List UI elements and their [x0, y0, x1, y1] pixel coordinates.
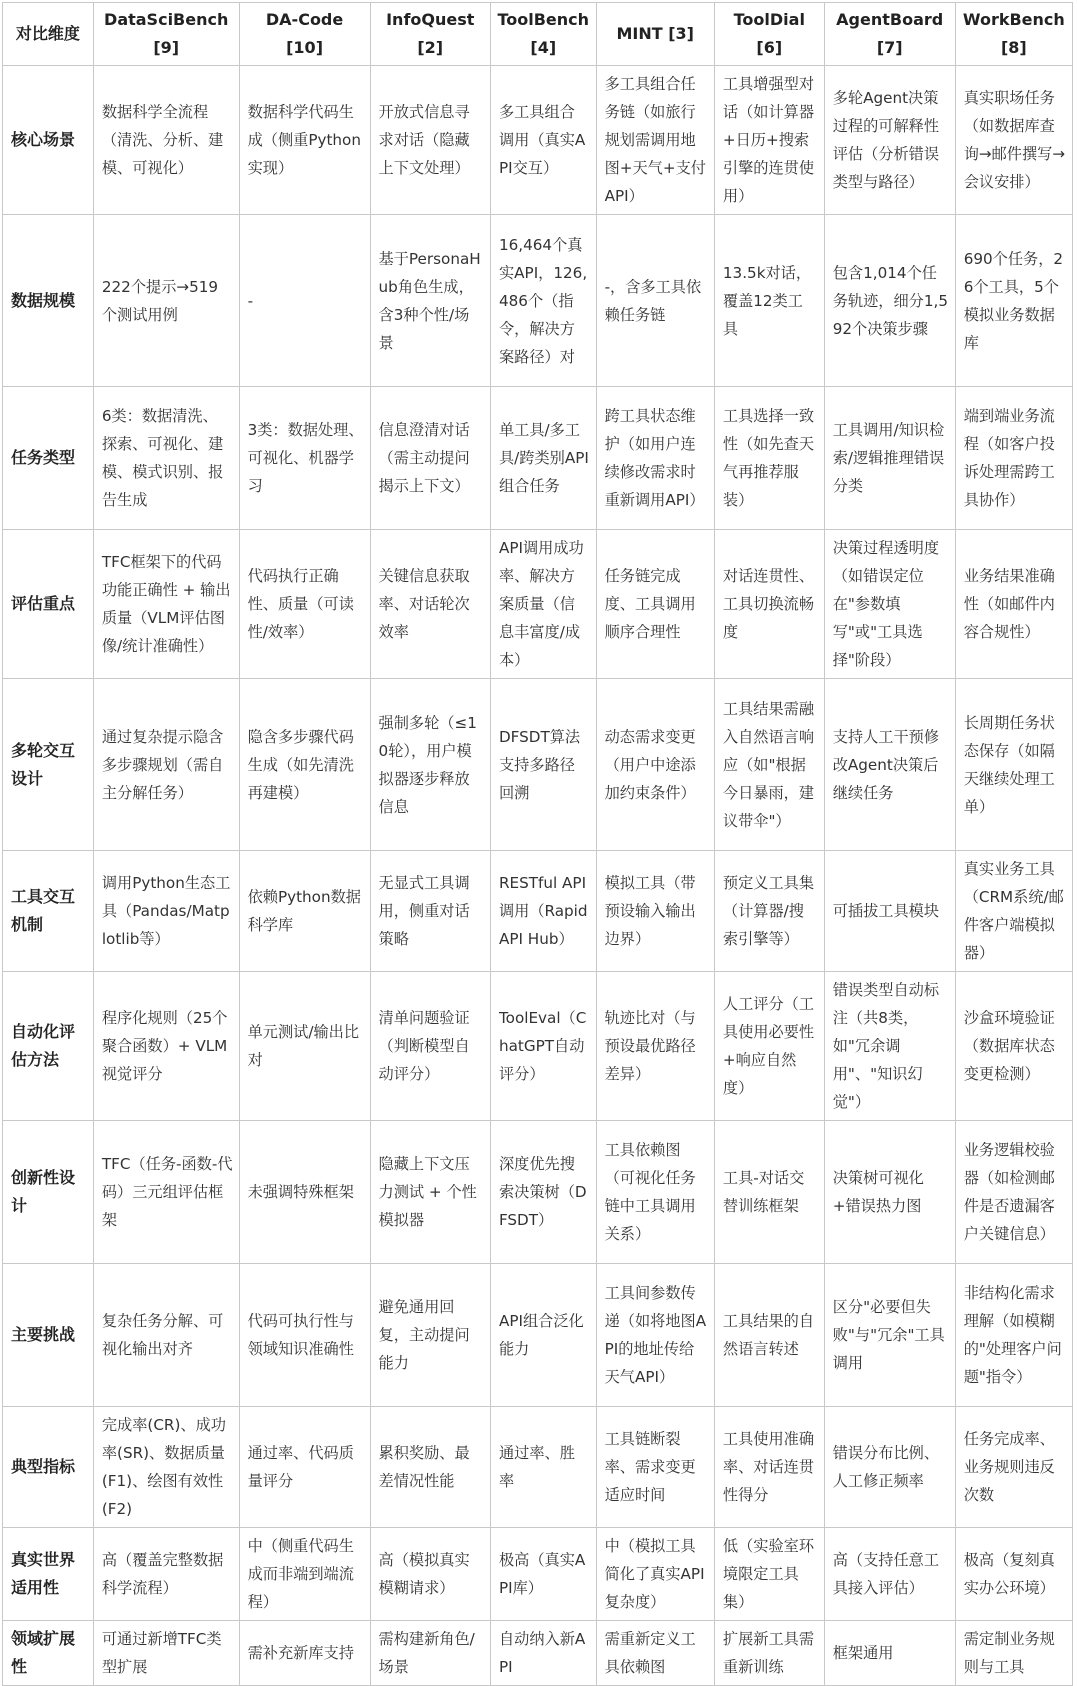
row-dimension: 创新性设计	[3, 1121, 94, 1264]
row-dimension: 评估重点	[3, 530, 94, 679]
column-header	[239, 3, 370, 66]
column-name: MINT [3]	[616, 24, 694, 43]
table-cell: 222个提示→519个测试用例	[93, 215, 239, 387]
table-cell: 隐藏上下文压力测试 + 个性模拟器	[370, 1121, 490, 1264]
column-header	[490, 3, 596, 66]
table-cell: 通过率、代码质量评分	[239, 1407, 370, 1528]
table-cell: -	[239, 215, 370, 387]
table-cell: 高（支持任意工具接入评估）	[824, 1528, 955, 1621]
table-cell: 通过复杂提示隐含多步骤规划（需自主分解任务）	[93, 679, 239, 851]
table-cell: 690个任务，26个工具，5个模拟业务数据库	[955, 215, 1072, 387]
table-cell: 依赖Python数据科学库	[239, 851, 370, 972]
table-cell: RESTful API调用（RapidAPI Hub）	[490, 851, 596, 972]
table-cell: 模拟工具（带预设输入输出边界）	[596, 851, 714, 972]
column-header	[714, 3, 824, 66]
table-cell: 工具依赖图（可视化任务链中工具调用关系）	[596, 1121, 714, 1264]
table-cell: 可插拔工具模块	[824, 851, 955, 972]
table-cell: 动态需求变更（用户中途添加约束条件）	[596, 679, 714, 851]
table-row	[3, 1121, 1073, 1264]
table-cell: 清单问题验证（判断模型自动评分）	[370, 972, 490, 1121]
column-ref: [10]	[286, 38, 323, 57]
table-cell: 工具-对话交替训练框架	[714, 1121, 824, 1264]
table-cell: 调用Python生态工具（Pandas/Matplotlib等）	[93, 851, 239, 972]
table-cell: 复杂任务分解、可视化输出对齐	[93, 1264, 239, 1407]
row-dimension: 典型指标	[3, 1407, 94, 1528]
table-cell: 工具使用准确率、对话连贯性得分	[714, 1407, 824, 1528]
table-cell: 对话连贯性、工具切换流畅度	[714, 530, 824, 679]
table-cell: 无显式工具调用，侧重对话策略	[370, 851, 490, 972]
table-cell: 错误分布比例、人工修正频率	[824, 1407, 955, 1528]
table-cell: 开放式信息寻求对话（隐藏上下文处理）	[370, 66, 490, 215]
table-cell: 支持人工干预修改Agent决策后继续任务	[824, 679, 955, 851]
table-cell: 工具链断裂率、需求变更适应时间	[596, 1407, 714, 1528]
column-name: ToolBench	[497, 10, 590, 29]
table-cell: 数据科学代码生成（侧重Python实现）	[239, 66, 370, 215]
column-ref: [2]	[417, 38, 444, 57]
table-cell: 长周期任务状态保存（如隔天继续处理工单）	[955, 679, 1072, 851]
table-cell: 高（模拟真实模糊请求）	[370, 1528, 490, 1621]
table-cell: 单工具/多工具/跨类别API组合任务	[490, 387, 596, 530]
table-cell: 端到端业务流程（如客户投诉处理需跨工具协作）	[955, 387, 1072, 530]
table-cell: 未强调特殊框架	[239, 1121, 370, 1264]
table-cell: 多工具组合任务链（如旅行规划需调用地图+天气+支付API）	[596, 66, 714, 215]
table-row	[3, 215, 1073, 387]
table-cell: 信息澄清对话（需主动提问揭示上下文）	[370, 387, 490, 530]
column-name: AgentBoard	[836, 10, 944, 29]
column-name: InfoQuest	[386, 10, 475, 29]
table-cell: 轨迹比对（与预设最优路径差异）	[596, 972, 714, 1121]
table-cell: 数据科学全流程（清洗、分析、建模、可视化）	[93, 66, 239, 215]
table-cell: 中（侧重代码生成而非端到端流程）	[239, 1528, 370, 1621]
table-cell: 强制多轮（≤10轮），用户模拟器逐步释放信息	[370, 679, 490, 851]
column-header	[370, 3, 490, 66]
table-cell: TFC（任务-函数-代码）三元组评估框架	[93, 1121, 239, 1264]
table-cell: 16,464个真实API，126,486个（指令，解决方案路径）对	[490, 215, 596, 387]
table-cell: 工具间参数传递（如将地图API的地址传给天气API）	[596, 1264, 714, 1407]
table-cell: 工具增强型对话（如计算器+日历+搜索引擎的连贯使用）	[714, 66, 824, 215]
table-row	[3, 530, 1073, 679]
table-cell: 跨工具状态维护（如用户连续修改需求时重新调用API）	[596, 387, 714, 530]
table-cell: 13.5k对话，覆盖12类工具	[714, 215, 824, 387]
table-cell: ToolEval（ChatGPT自动评分）	[490, 972, 596, 1121]
table-cell: 关键信息获取率、对话轮次效率	[370, 530, 490, 679]
table-cell: 决策过程透明度（如错误定位在"参数填写"或"工具选择"阶段）	[824, 530, 955, 679]
table-cell: 多轮Agent决策过程的可解释性评估（分析错误类型与路径）	[824, 66, 955, 215]
table-cell: 工具结果的自然语言转述	[714, 1264, 824, 1407]
table-row	[3, 1621, 1073, 1686]
table-cell: 累积奖励、最差情况性能	[370, 1407, 490, 1528]
table-cell: 单元测试/输出比对	[239, 972, 370, 1121]
table-cell: 6类：数据清洗、探索、可视化、建模、模式识别、报告生成	[93, 387, 239, 530]
table-cell: 区分"必要但失败"与"冗余"工具调用	[824, 1264, 955, 1407]
table-row	[3, 851, 1073, 972]
row-dimension: 自动化评估方法	[3, 972, 94, 1121]
table-cell: 需补充新库支持	[239, 1621, 370, 1686]
table-cell: 极高（复刻真实办公环境）	[955, 1528, 1072, 1621]
table-cell: 高（覆盖完整数据科学流程）	[93, 1528, 239, 1621]
table-cell: 避免通用回复，主动提问能力	[370, 1264, 490, 1407]
row-dimension: 工具交互机制	[3, 851, 94, 972]
table-cell: 隐含多步骤代码生成（如先清洗再建模）	[239, 679, 370, 851]
header-row	[3, 3, 1073, 66]
table-row	[3, 972, 1073, 1121]
table-cell: 任务链完成度、工具调用顺序合理性	[596, 530, 714, 679]
column-name: ToolDial [6]	[733, 10, 805, 57]
table-cell: 3类：数据处理、可视化、机器学习	[239, 387, 370, 530]
column-name: DA-Code	[265, 10, 344, 29]
table-cell: API组合泛化能力	[490, 1264, 596, 1407]
table-cell: 预定义工具集（计算器/搜索引擎等）	[714, 851, 824, 972]
column-header	[596, 3, 714, 66]
table-row	[3, 66, 1073, 215]
row-dimension: 核心场景	[3, 66, 94, 215]
table-cell: 完成率(CR)、成功率(SR)、数据质量(F1)、绘图有效性(F2)	[93, 1407, 239, 1528]
table-cell: 程序化规则（25个聚合函数）+ VLM视觉评分	[93, 972, 239, 1121]
table-row	[3, 387, 1073, 530]
table-cell: 代码可执行性与领域知识准确性	[239, 1264, 370, 1407]
corner-header: 对比维度	[3, 3, 94, 66]
table-row	[3, 679, 1073, 851]
benchmark-comparison-table	[2, 2, 1073, 1686]
table-cell: 业务逻辑校验器（如检测邮件是否遗漏客户关键信息）	[955, 1121, 1072, 1264]
column-ref: [4]	[530, 38, 557, 57]
table-cell: 包含1,014个任务轨迹，细分1,592个决策步骤	[824, 215, 955, 387]
table-cell: 工具调用/知识检索/逻辑推理错误分类	[824, 387, 955, 530]
table-cell: 任务完成率、业务规则违反次数	[955, 1407, 1072, 1528]
table-cell: 中（模拟工具简化了真实API复杂度）	[596, 1528, 714, 1621]
table-cell: 错误类型自动标注（共8类，如"冗余调用"、"知识幻觉"）	[824, 972, 955, 1121]
table-cell: 多工具组合调用（真实API交互）	[490, 66, 596, 215]
column-ref: [9]	[153, 38, 180, 57]
row-dimension: 主要挑战	[3, 1264, 94, 1407]
table-row	[3, 1528, 1073, 1621]
column-header	[824, 3, 955, 66]
column-header	[93, 3, 239, 66]
column-header	[955, 3, 1072, 66]
column-ref: [7]	[876, 38, 903, 57]
row-dimension: 多轮交互设计	[3, 679, 94, 851]
table-cell: 真实职场任务（如数据库查询→邮件撰写→会议安排）	[955, 66, 1072, 215]
table-row	[3, 1264, 1073, 1407]
table-row	[3, 1407, 1073, 1528]
table-cell: 低（实验室环境限定工具集）	[714, 1528, 824, 1621]
column-name: WorkBench	[962, 10, 1065, 29]
table-cell: 人工评分（工具使用必要性+响应自然度）	[714, 972, 824, 1121]
row-dimension: 数据规模	[3, 215, 94, 387]
table-cell: 决策树可视化+错误热力图	[824, 1121, 955, 1264]
table-cell: 非结构化需求理解（如模糊的"处理客户问题"指令）	[955, 1264, 1072, 1407]
table-cell: 框架通用	[824, 1621, 955, 1686]
row-dimension: 真实世界适用性	[3, 1528, 94, 1621]
table-cell: 扩展新工具需重新训练	[714, 1621, 824, 1686]
table-cell: 需构建新角色/场景	[370, 1621, 490, 1686]
table-cell: 通过率、胜率	[490, 1407, 596, 1528]
table-cell: -，含多工具依赖任务链	[596, 215, 714, 387]
comparison-table-container	[2, 2, 1073, 1686]
column-name: DataSciBench	[104, 10, 229, 29]
column-ref: [8]	[1000, 38, 1027, 57]
table-cell: 业务结果准确性（如邮件内容合规性）	[955, 530, 1072, 679]
table-cell: 需重新定义工具依赖图	[596, 1621, 714, 1686]
row-dimension: 任务类型	[3, 387, 94, 530]
table-cell: 深度优先搜索决策树（DFSDT）	[490, 1121, 596, 1264]
table-cell: 工具选择一致性（如先查天气再推荐服装）	[714, 387, 824, 530]
table-cell: 真实业务工具（CRM系统/邮件客户端模拟器）	[955, 851, 1072, 972]
table-cell: 自动纳入新API	[490, 1621, 596, 1686]
row-dimension: 领域扩展性	[3, 1621, 94, 1686]
table-cell: 基于PersonaHub角色生成，含3种个性/场景	[370, 215, 490, 387]
table-cell: 可通过新增TFC类型扩展	[93, 1621, 239, 1686]
table-cell: 极高（真实API库）	[490, 1528, 596, 1621]
table-cell: TFC框架下的代码功能正确性 + 输出质量（VLM评估图像/统计准确性）	[93, 530, 239, 679]
table-cell: 需定制业务规则与工具	[955, 1621, 1072, 1686]
table-cell: 工具结果需融入自然语言响应（如"根据今日暴雨，建议带伞"）	[714, 679, 824, 851]
table-cell: 沙盒环境验证（数据库状态变更检测）	[955, 972, 1072, 1121]
table-cell: API调用成功率、解决方案质量（信息丰富度/成本）	[490, 530, 596, 679]
table-cell: 代码执行正确性、质量（可读性/效率）	[239, 530, 370, 679]
table-cell: DFSDT算法支持多路径回溯	[490, 679, 596, 851]
